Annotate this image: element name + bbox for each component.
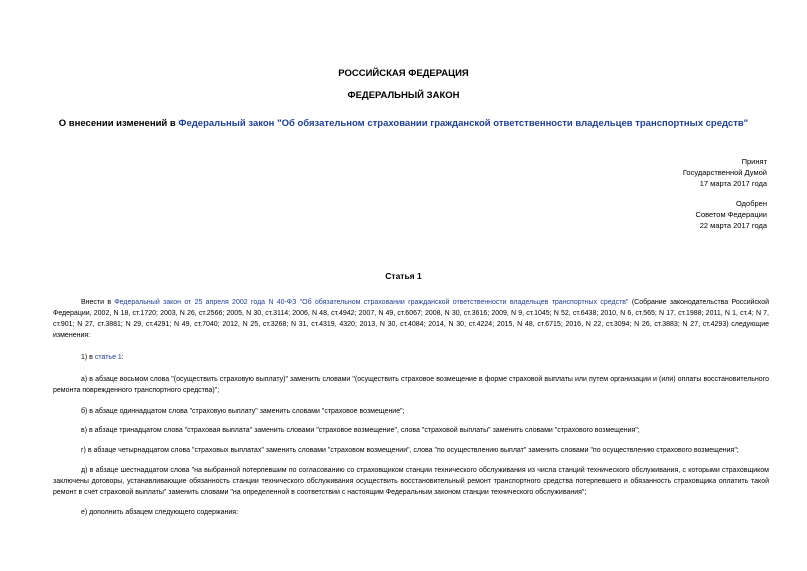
adopted-body: Государственной Думой — [682, 168, 767, 177]
intro-prefix: Внести в — [81, 299, 115, 306]
article-title: Статья 1 — [385, 271, 422, 281]
subitem-v — [53, 425, 769, 436]
law-reference-link[interactable]: Федеральный закон от 25 апреля 2002 года N 40-ФЗ "Об обязательном страховании гражданской ответственности владельцев транспортных средств" — [114, 299, 629, 306]
subitem-e-text: е) дополнить абзацем следующего содержания: — [81, 509, 239, 516]
subitem-a-text: а) в абзаце восьмом слова "(осуществить страховую выплату)" заменить словами "(осуществить страховое возмещение в форме страховой выплаты или путем организации и (или) оплаты восстановительного ремонта поврежденного транспортного средства)"; — [53, 376, 769, 394]
law-title-link[interactable]: Федеральный закон "Об обязательном страховании гражданской ответственности владельцев транспортных средств" — [178, 118, 749, 129]
adopted-label: Принят — [741, 157, 767, 166]
subitem-g-text: г) в абзаце четырнадцатом слова "страховых выплатах" заменить словами "страховом возмещении", слова "по осуществлению выплат" заменить словами "по осуществлению страхового возмещения"; — [81, 447, 739, 454]
subitem-e — [53, 507, 769, 518]
law-type-heading: ФЕДЕРАЛЬНЫЙ ЗАКОН — [347, 90, 460, 101]
item-1-suffix: : — [121, 354, 124, 361]
intro-suffix: (Собрание законодательства Российской Федерации, 2002, N 18, ст.1720; 2003, N 26, ст.2566; 2005, N 30, ст.3114; 2006, N 48, ст.4942; 2007, N 49, ст.6067; 2008, N 30, ст.3616; 2009, N 9, ст.1045; N 52, ст.6438; 2010, N 6, ст.565; N 17, ст.1988; 2011, N 1, ст.4; N 7, ст.901; N 27, ст.3881; N 29, ст.4291; N 49, ст.7040; 2012, N 25, ст.3268; N 31, ст.4319, 4320; 2013, N 30, ст.4084; 2014, N 30, ст.4224; 2015, N 48, ст.6715; 2016, N 22, ст.3094; N 26, ст.3883; N 27, ст.4293) следующие изменения: — [53, 299, 769, 339]
item-1 — [53, 352, 769, 363]
subitem-v-text: в) в абзаце тринадцатом слова "страховая выплата" заменить словами "страховое возмещение", слова "страховой выплаты" заменить словами "страхового возмещения"; — [81, 427, 640, 434]
article-intro — [53, 297, 769, 341]
subitem-b — [53, 406, 769, 417]
adopted-block — [683, 156, 767, 189]
article-1-link[interactable]: статье 1 — [94, 354, 122, 361]
approved-block — [696, 198, 767, 231]
item-1-prefix: 1) в — [81, 354, 95, 361]
subitem-d — [53, 465, 769, 498]
subitem-a — [53, 374, 769, 396]
approved-body: Советом Федерации — [695, 210, 767, 219]
subitem-b-text: б) в абзаце одиннадцатом слова "страховую выплату" заменить словами "страховое возмещение"; — [81, 408, 405, 415]
subitem-g — [53, 445, 769, 456]
subitem-d-text: д) в абзаце шестнадцатом слова "на выбранной потерпевшим по согласованию со страховщиком станции технического обслуживания из числа станций технического обслуживания, с которыми страховщиком заключены договоры, устанавливающие обязанность станции технического обслуживания осуществить восстановительный ремонт транспортного средства потерпевшего и обязанность страховщика оплатить такой ремонт в счет страховой выплаты" заменить словами "на определенной в соответствии с настоящим Федеральным законом станции технического обслуживания"; — [53, 467, 769, 496]
law-title-prefix: О внесении изменений в — [58, 118, 179, 129]
approved-date: 22 марта 2017 года — [699, 221, 767, 230]
adopted-date: 17 марта 2017 года — [699, 179, 767, 188]
country-heading: РОССИЙСКАЯ ФЕДЕРАЦИЯ — [338, 68, 469, 79]
approved-label: Одобрен — [736, 199, 767, 208]
law-title — [0, 118, 807, 129]
